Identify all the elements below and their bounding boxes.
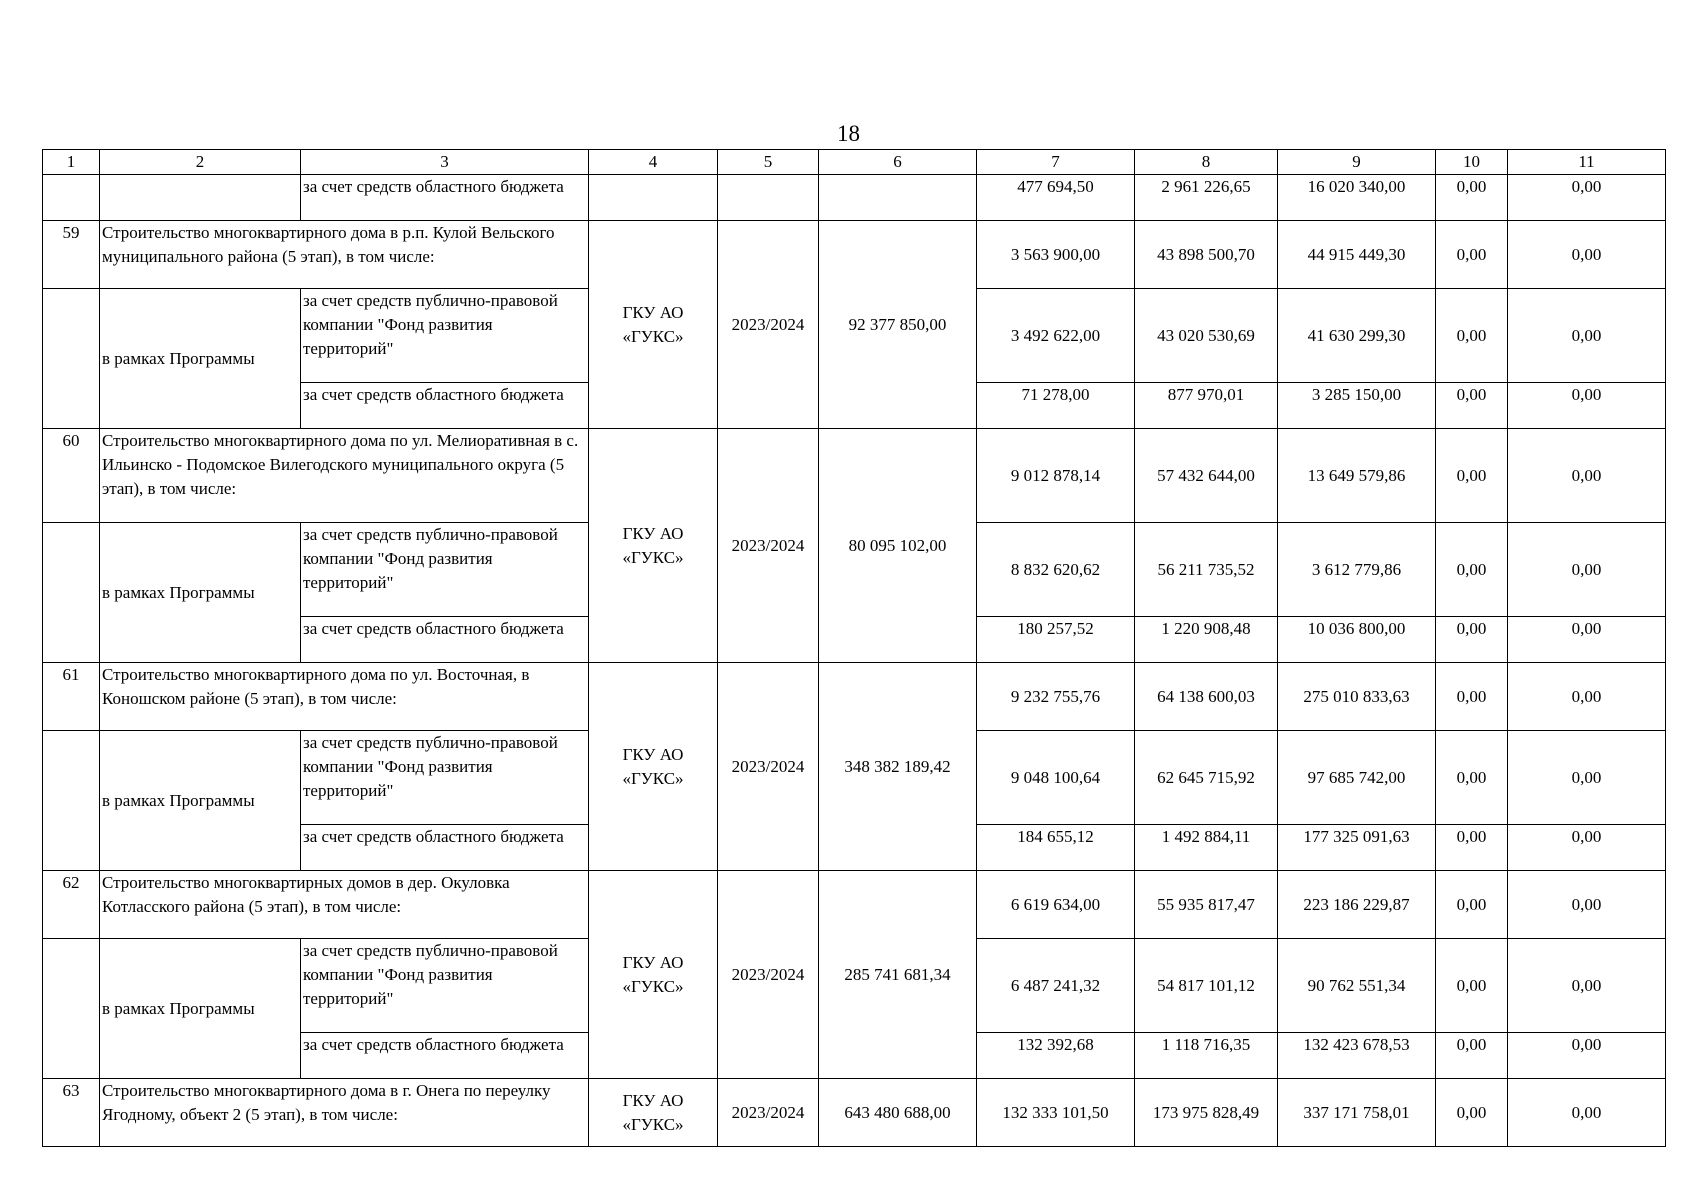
amount-col9: 337 171 758,01 [1278, 1079, 1436, 1147]
amount-col10: 0,00 [1436, 289, 1508, 383]
amount-col7: 6 487 241,32 [977, 939, 1135, 1033]
amount-col11: 0,00 [1508, 175, 1666, 221]
project-title: Строительство многоквартирного дома в р.п. Кулой Вельского муниципального района (5 этап), в том числе: [100, 221, 589, 289]
column-header: 10 [1436, 150, 1508, 175]
column-number-row [43, 150, 1666, 175]
amount-col7: 3 563 900,00 [977, 221, 1135, 289]
funding-source: за счет средств областного бюджета [301, 1033, 589, 1079]
program-label: в рамках Программы [100, 939, 301, 1079]
amount-col8: 2 961 226,65 [1135, 175, 1278, 221]
row-number: 62 [43, 871, 100, 939]
period: 2023/2024 [718, 1079, 819, 1147]
project-title: Строительство многоквартирного дома в г. Онега по переулку Ягодному, объект 2 (5 этап), в том числе: [100, 1079, 589, 1147]
amount-col9: 16 020 340,00 [1278, 175, 1436, 221]
column-header: 3 [301, 150, 589, 175]
amount-col7: 9 048 100,64 [977, 731, 1135, 825]
amount-col7: 477 694,50 [977, 175, 1135, 221]
funding-source: за счет средств областного бюджета [301, 383, 589, 429]
period: 2023/2024 [718, 221, 819, 429]
amount-col11: 0,00 [1508, 1079, 1666, 1147]
amount-col7: 8 832 620,62 [977, 523, 1135, 617]
project-row [43, 429, 1666, 523]
amount-col9: 223 186 229,87 [1278, 871, 1436, 939]
amount-col11: 0,00 [1508, 383, 1666, 429]
row-number: 61 [43, 663, 100, 731]
amount-col10: 0,00 [1436, 383, 1508, 429]
amount-col8: 173 975 828,49 [1135, 1079, 1278, 1147]
row-number: 59 [43, 221, 100, 289]
empty-cell [718, 175, 819, 221]
column-header: 7 [977, 150, 1135, 175]
amount-col9: 90 762 551,34 [1278, 939, 1436, 1033]
amount-col9: 10 036 800,00 [1278, 617, 1436, 663]
amount-col8: 1 220 908,48 [1135, 617, 1278, 663]
amount-col11: 0,00 [1508, 429, 1666, 523]
total-cost: 348 382 189,42 [819, 663, 977, 871]
amount-col8: 43 020 530,69 [1135, 289, 1278, 383]
amount-col9: 13 649 579,86 [1278, 429, 1436, 523]
amount-col11: 0,00 [1508, 289, 1666, 383]
funding-source: за счет средств публично-правовой компании "Фонд развития территорий" [301, 523, 589, 617]
empty-cell [43, 731, 100, 871]
amount-col9: 177 325 091,63 [1278, 825, 1436, 871]
amount-col8: 54 817 101,12 [1135, 939, 1278, 1033]
amount-col7: 9 232 755,76 [977, 663, 1135, 731]
column-header: 6 [819, 150, 977, 175]
project-row [43, 663, 1666, 731]
amount-col11: 0,00 [1508, 617, 1666, 663]
amount-col11: 0,00 [1508, 523, 1666, 617]
amount-col10: 0,00 [1436, 1033, 1508, 1079]
amount-col10: 0,00 [1436, 731, 1508, 825]
amount-col10: 0,00 [1436, 617, 1508, 663]
column-header: 9 [1278, 150, 1436, 175]
project-title: Строительство многоквартирного дома по ул. Мелиоративная в с. Ильинско - Подомское Вилегодского муниципального округа (5 этап), в том числе: [100, 429, 589, 523]
program-label: в рамках Программы [100, 289, 301, 429]
amount-col10: 0,00 [1436, 1079, 1508, 1147]
amount-col11: 0,00 [1508, 221, 1666, 289]
executor: ГКУ АО «ГУКС» [589, 871, 718, 1079]
project-title: Строительство многоквартирного дома по ул. Восточная, в Коношском районе (5 этап), в том числе: [100, 663, 589, 731]
amount-col8: 64 138 600,03 [1135, 663, 1278, 731]
amount-col9: 3 612 779,86 [1278, 523, 1436, 617]
amount-col9: 41 630 299,30 [1278, 289, 1436, 383]
column-header: 11 [1508, 150, 1666, 175]
row-number: 60 [43, 429, 100, 523]
amount-col7: 132 392,68 [977, 1033, 1135, 1079]
executor: ГКУ АО «ГУКС» [589, 663, 718, 871]
amount-col8: 1 492 884,11 [1135, 825, 1278, 871]
program-label: в рамках Программы [100, 523, 301, 663]
amount-col7: 132 333 101,50 [977, 1079, 1135, 1147]
budget-table [42, 149, 1666, 1147]
amount-col11: 0,00 [1508, 939, 1666, 1033]
period: 2023/2024 [718, 871, 819, 1079]
project-row [43, 221, 1666, 289]
amount-col7: 180 257,52 [977, 617, 1135, 663]
funding-source: за счет средств областного бюджета [301, 617, 589, 663]
column-header: 1 [43, 150, 100, 175]
amount-col9: 275 010 833,63 [1278, 663, 1436, 731]
empty-cell [43, 289, 100, 429]
amount-col7: 6 619 634,00 [977, 871, 1135, 939]
total-cost: 285 741 681,34 [819, 871, 977, 1079]
column-header: 2 [100, 150, 301, 175]
amount-col10: 0,00 [1436, 523, 1508, 617]
amount-col10: 0,00 [1436, 221, 1508, 289]
amount-col11: 0,00 [1508, 871, 1666, 939]
empty-cell [43, 523, 100, 663]
funding-source: за счет средств публично-правовой компании "Фонд развития территорий" [301, 731, 589, 825]
funding-source: за счет средств публично-правовой компании "Фонд развития территорий" [301, 289, 589, 383]
amount-col8: 43 898 500,70 [1135, 221, 1278, 289]
project-title: Строительство многоквартирных домов в дер. Окуловка Котласского района (5 этап), в том числе: [100, 871, 589, 939]
program-label: в рамках Программы [100, 731, 301, 871]
empty-cell [819, 175, 977, 221]
executor: ГКУ АО «ГУКС» [589, 429, 718, 663]
empty-cell [43, 939, 100, 1079]
amount-col7: 3 492 622,00 [977, 289, 1135, 383]
amount-col7: 9 012 878,14 [977, 429, 1135, 523]
amount-col11: 0,00 [1508, 663, 1666, 731]
column-header: 8 [1135, 150, 1278, 175]
funding-source: за счет средств публично-правовой компании "Фонд развития территорий" [301, 939, 589, 1033]
amount-col10: 0,00 [1436, 175, 1508, 221]
amount-col11: 0,00 [1508, 731, 1666, 825]
empty-cell [100, 175, 301, 221]
period: 2023/2024 [718, 663, 819, 871]
executor: ГКУ АО «ГУКС» [589, 1079, 718, 1147]
empty-cell [589, 175, 718, 221]
amount-col10: 0,00 [1436, 663, 1508, 731]
amount-col8: 877 970,01 [1135, 383, 1278, 429]
carry-over-row [43, 175, 1666, 221]
amount-col7: 184 655,12 [977, 825, 1135, 871]
amount-col9: 3 285 150,00 [1278, 383, 1436, 429]
project-row [43, 871, 1666, 939]
column-header: 5 [718, 150, 819, 175]
amount-col11: 0,00 [1508, 825, 1666, 871]
amount-col8: 62 645 715,92 [1135, 731, 1278, 825]
amount-col10: 0,00 [1436, 825, 1508, 871]
amount-col10: 0,00 [1436, 939, 1508, 1033]
total-cost: 643 480 688,00 [819, 1079, 977, 1147]
total-cost: 92 377 850,00 [819, 221, 977, 429]
amount-col8: 57 432 644,00 [1135, 429, 1278, 523]
amount-col8: 56 211 735,52 [1135, 523, 1278, 617]
amount-col11: 0,00 [1508, 1033, 1666, 1079]
amount-col10: 0,00 [1436, 871, 1508, 939]
amount-col9: 97 685 742,00 [1278, 731, 1436, 825]
funding-source: за счет средств областного бюджета [301, 175, 589, 221]
executor: ГКУ АО «ГУКС» [589, 221, 718, 429]
funding-source: за счет средств областного бюджета [301, 825, 589, 871]
project-row [43, 1079, 1666, 1147]
amount-col9: 132 423 678,53 [1278, 1033, 1436, 1079]
amount-col8: 55 935 817,47 [1135, 871, 1278, 939]
amount-col7: 71 278,00 [977, 383, 1135, 429]
amount-col9: 44 915 449,30 [1278, 221, 1436, 289]
amount-col8: 1 118 716,35 [1135, 1033, 1278, 1079]
period: 2023/2024 [718, 429, 819, 663]
total-cost: 80 095 102,00 [819, 429, 977, 663]
column-header: 4 [589, 150, 718, 175]
page-number: 18 [837, 121, 860, 146]
row-number: 63 [43, 1079, 100, 1147]
empty-cell [43, 175, 100, 221]
amount-col10: 0,00 [1436, 429, 1508, 523]
